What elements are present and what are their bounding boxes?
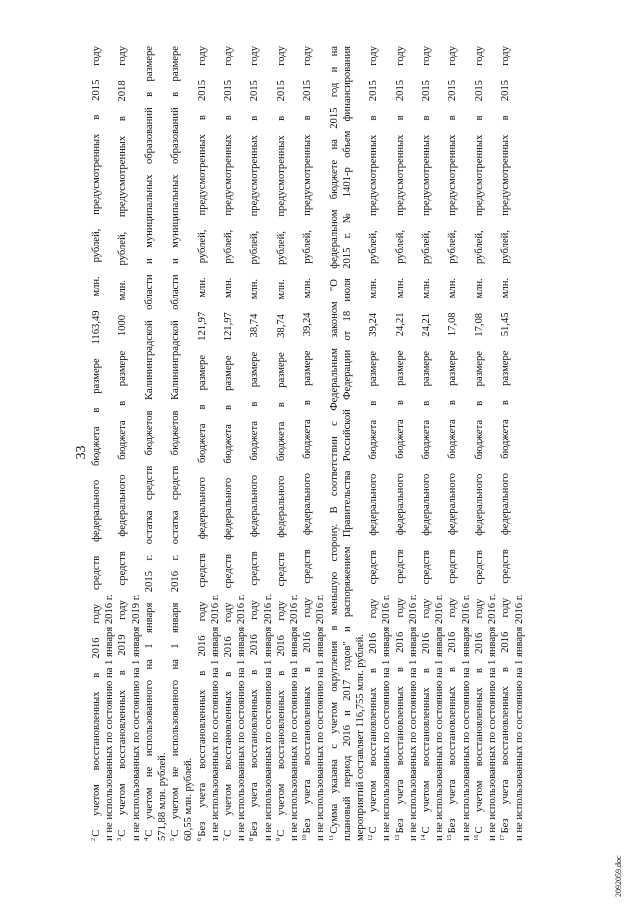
footnote-text: Без учета восстановленных в 2016 году средств федерального бюджета в размере 39,24 млн. рублей, предусмотренных в 2015 году <box>302 46 314 834</box>
footnote-text: Без учета восстановленных в 2016 году средств федерального бюджета в размере 121,97 млн. рублей, предусмотренных в 2015 году <box>196 46 208 837</box>
footnote <box>143 46 169 841</box>
footnote-line <box>513 46 526 841</box>
footnote-marker: 12 <box>367 834 375 841</box>
footnote-line <box>275 46 288 841</box>
footnote-text: 60,55 млн. рублей. <box>183 757 195 841</box>
footnote-line <box>486 46 499 841</box>
footnote <box>275 46 301 841</box>
footnote-text: С учетом восстановленных в 2019 году средств федерального бюджета в размере 1000 млн. рублей, предусмотренных в 2018 году <box>117 46 129 837</box>
footnote-line <box>182 46 195 841</box>
footnote-text: С учетом восстановленных в 2016 году средств федерального бюджета в размере 17,08 млн. рублей, предусмотренных в 2015 году <box>473 46 485 834</box>
footnote-marker: 4 <box>142 837 150 841</box>
footnote-line <box>262 46 275 841</box>
footnote-line <box>460 46 473 841</box>
footnote-line <box>288 46 301 841</box>
footnote-marker: 14 <box>420 834 428 841</box>
footnote-line <box>433 46 446 841</box>
footnote-line <box>394 46 407 841</box>
footnote-text: плановый период 2016 и 2017 годов" и распоряжением Правительства Российской Федерации от 18 июля 2015 г. № 1401-р объем финансирования <box>341 46 353 841</box>
footnote-marker: 5 <box>169 837 177 841</box>
footnote <box>499 46 525 841</box>
footnote-marker: 10 <box>301 834 309 841</box>
footnote-line <box>156 46 169 841</box>
footnote <box>196 46 222 841</box>
footnote-text: С учетом не использованного на 1 января 2015 г. остатка средств бюджетов Калининградской области и муниципальных образований в размере <box>143 46 155 837</box>
footnote-text: и не использованных по состоянию на 1 января 2016 г. <box>407 594 419 841</box>
footnote-line <box>380 46 393 841</box>
footnotes-list <box>90 46 526 841</box>
footnote-marker: 13 <box>393 834 401 841</box>
footnote-text: С учетом восстановленных в 2016 году средств федерального бюджета в размере 39,24 млн. рублей, предусмотренных в 2015 году <box>368 46 380 834</box>
footnote <box>420 46 446 841</box>
footnote-marker: 16 <box>472 834 480 841</box>
footnote <box>328 46 368 841</box>
footnote-text: Сумма указана с учетом округления в меньшую сторону. В соответствии с Федеральным законом "О федеральном бюджете на 2015 год и на <box>328 46 340 834</box>
footnote-text: С учетом не использованного на 1 января 2016 г. остатка средств бюджетов Калининградской области и муниципальных образований в размере <box>170 46 182 837</box>
footnote-text: и не использованных по состоянию на 1 января 2016 г. <box>434 594 446 841</box>
footnote-marker: 7 <box>222 837 230 841</box>
footnote-marker: 17 <box>499 834 507 841</box>
footnote-line <box>407 46 420 841</box>
footnote <box>169 46 195 841</box>
footnote-line <box>341 46 354 841</box>
footnote-text: С учетом восстановленных в 2016 году средств федерального бюджета в размере 1163,49 млн. рублей, предусмотренных в 2015 году <box>91 46 102 837</box>
footnote-line <box>367 46 380 841</box>
footnote-text: Без учета восстановленных в 2016 году средств федерального бюджета в размере 38,74 млн. рублей, предусмотренных в 2015 году <box>249 46 261 837</box>
footnote-marker: 15 <box>446 834 454 841</box>
footnote-text: С учетом восстановленных в 2016 году средств федерального бюджета в размере 121,97 млн. рублей, предусмотренных в 2015 году <box>223 46 235 837</box>
footnote-text: и не использованных по состоянию на 1 января 2019 г. <box>130 594 142 841</box>
footnote-text: мероприятий составляет 116,755 млн. рублей. <box>355 634 367 841</box>
footnote-line <box>130 46 143 841</box>
footnote-text: и не использованных по состоянию на 1 января 2016 г. <box>315 594 327 841</box>
footnote-line <box>248 46 261 841</box>
footnote-text: С учетом восстановленных в 2016 году средств федерального бюджета в размере 38,74 млн. рублей, предусмотренных в 2015 году <box>275 46 287 837</box>
footnote-line <box>103 46 116 841</box>
footnote-text: С учетом восстановленных в 2016 году средств федерального бюджета в размере 24,21 млн. рублей, предусмотренных в 2015 году <box>421 46 433 834</box>
footnote <box>367 46 393 841</box>
footnote-text: и не использованных по состоянию на 1 января 2016 г. <box>262 594 274 841</box>
footnote-line <box>473 46 486 841</box>
footnote-text: и не использованных по состоянию на 1 января 2016 г. <box>513 594 525 841</box>
footnote-text: Без учета восстановленных в 2016 году средств федерального бюджета в размере 24,21 млн. рублей, предусмотренных в 2015 году <box>394 46 406 834</box>
footnote-text: Без учета восстановленных в 2016 году средств федерального бюджета в размере 17,08 млн. рублей, предусмотренных в 2015 году <box>447 46 459 834</box>
footnote <box>473 46 499 841</box>
footnote-line <box>143 46 156 841</box>
footnote-line <box>222 46 235 841</box>
footnote-text: 571,88 млн. рублей. <box>157 752 169 841</box>
footnote-marker: 9 <box>274 837 282 841</box>
footnote-line <box>235 46 248 841</box>
footnote-line <box>169 46 182 841</box>
footnote-line <box>116 46 129 841</box>
footnote-line <box>328 46 341 841</box>
footnote-line <box>420 46 433 841</box>
footnote-text: и не использованных по состоянию на 1 января 2016 г. <box>236 594 248 841</box>
footnote-text: и не использованных по состоянию на 1 января 2016 г. <box>104 594 116 841</box>
footnote-text: Без учета восстановленных в 2016 году средств федерального бюджета в размере 51,45 млн. рублей, предусмотренных в 2015 году <box>500 46 512 834</box>
footnote-line <box>209 46 222 841</box>
footnote-line <box>301 46 314 841</box>
footnote-marker: 2 <box>90 837 97 841</box>
footnote-marker: 6 <box>195 837 203 841</box>
footnote-marker: 8 <box>248 837 256 841</box>
footnote-text: и не использованных по состоянию на 1 января 2016 г. <box>289 594 301 841</box>
footnote <box>222 46 248 841</box>
document-code: 2092059.doc <box>614 855 623 897</box>
footnote <box>446 46 472 841</box>
footnote <box>394 46 420 841</box>
footnote <box>116 46 142 841</box>
footnote <box>301 46 327 841</box>
footnote-line <box>196 46 209 841</box>
footnote-line <box>314 46 327 841</box>
footnote-line <box>354 46 367 841</box>
footnote <box>90 46 116 841</box>
footnote-text: и не использованных по состоянию на 1 января 2016 г. <box>381 594 393 841</box>
footnote-text: и не использованных по состоянию на 1 января 2016 г. <box>460 594 472 841</box>
footnote-line <box>499 46 512 841</box>
footnote <box>248 46 274 841</box>
page-number: 33 <box>74 445 89 460</box>
footnote-text: и не использованных по состоянию на 1 января 2016 г. <box>209 594 221 841</box>
footnote-marker: 3 <box>116 837 124 841</box>
footnote-line <box>90 46 103 841</box>
footnote-line <box>446 46 459 841</box>
footnote-text: и не использованных по состоянию на 1 января 2016 г. <box>487 594 499 841</box>
footnote-marker: 11 <box>327 834 335 841</box>
